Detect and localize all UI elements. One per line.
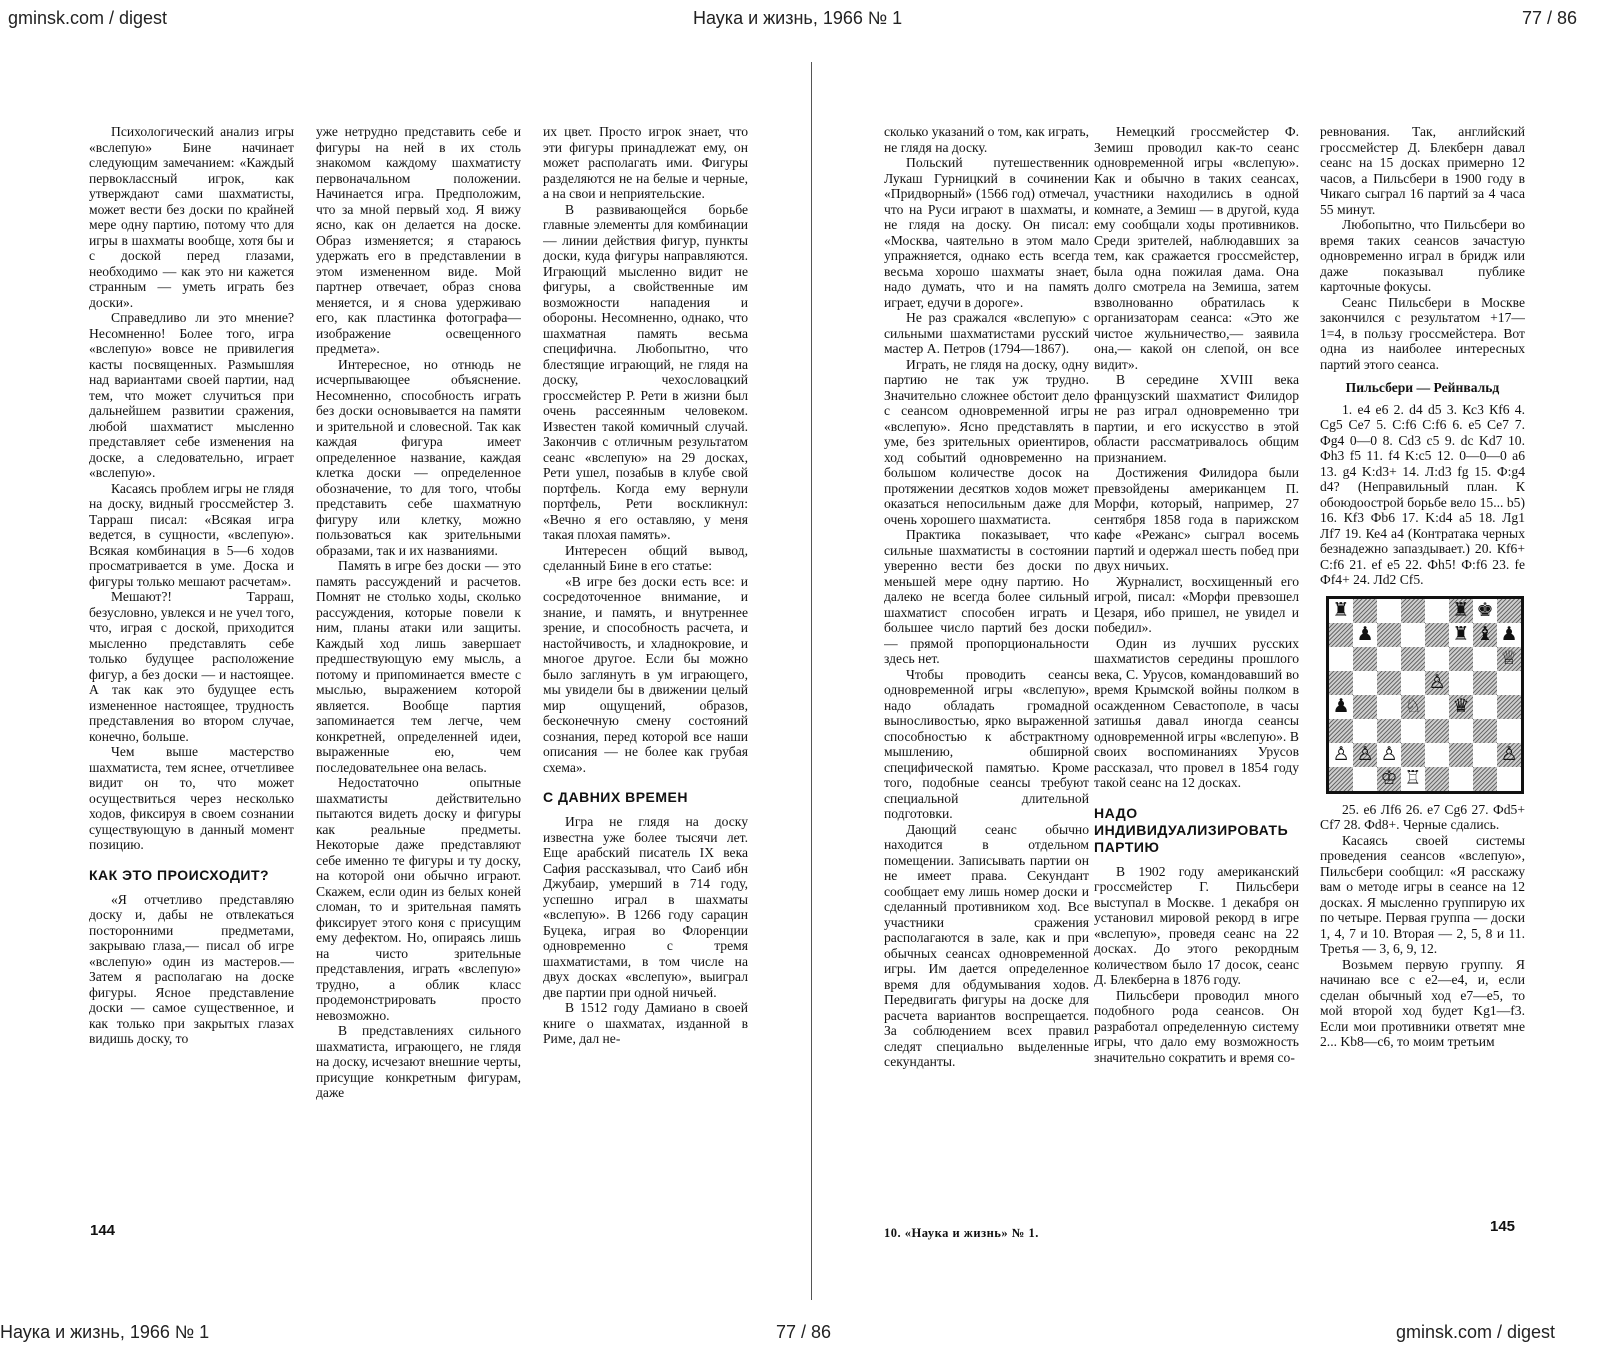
board-square	[1473, 743, 1497, 767]
page-spread-divider	[811, 62, 812, 1300]
board-square	[1401, 695, 1425, 719]
paragraph: Касаясь своей системы проведения сеансов «вслепую», Пильсбери сообщил: «Я расскажу вам о методе игры в сеансе на 12 досках. Я мысленно группирую их по четыре. Первая группа — доски 1, 4, 7 и 10. Вторая — 2, 5, 8 и 11. Третья — 3, 6, 9, 12.	[1320, 832, 1525, 956]
board-square	[1449, 767, 1473, 791]
paragraph: Чтобы проводить сеансы одновременной игры «вслепую», надо обладать громадной выносливостью, ярко выраженной способностью к абстрактному мышлению, обширной специфической памятью. Кроме того, подобные сеансы требуют специальной длительной подготовки.	[884, 666, 1089, 821]
board-square	[1449, 623, 1473, 647]
chess-piece-icon: ♟	[1332, 695, 1350, 717]
board-square	[1473, 767, 1497, 791]
left-page-column-3	[543, 124, 748, 1242]
paragraph: В 1902 году американский гроссмейстер Г. Пильсбери выступал в Москве. 1 декабря он установил мировой рекорд в игре «вслепую», проведя сеанс на 22 досках. До этого рекордным количеством было 17 досок, сеанс Д. Блекберна в 1876 году.	[1094, 863, 1299, 987]
game-moves: 1. е4 е6 2. d4 d5 3. Кс3 Кf6 4. Cg5 Ce7 5. C:f6 C:f6 6. e5 Ce7 7. Фg4 0—0 8. Cd3 c5 9. dc Kd7 10. Фh3 f5 11. f4 K:c5 12. 0—0—0 a6 13. g4 K:d3+ 14. Л:d3 fg 15. Ф:g4 d4? (Неправильный план. К обоюдоострой борьбе вело 15... b5) 16. Кf3 Фb6 17. K:d4 a5 18. Лg1 Лf7 19. Ке4 а4 (Контратака черных безнадежно запаздывает.) 20. Кf6+ С:f6 21. ef e5 22. Фh5! Ф:f6 23. fe Фf4+ 24. Лd2 Cf5.	[1320, 401, 1525, 587]
section-heading: КАК ЭТО ПРОИСХОДИТ?	[89, 866, 270, 883]
chess-piece-icon: ♖	[1404, 767, 1422, 789]
chess-piece-icon: ♜	[1452, 599, 1470, 621]
chess-piece-icon: ♘	[1404, 695, 1422, 717]
board-square	[1449, 671, 1473, 695]
paragraph: Интересное, но отнюдь не исчерпывающее объяснение. Несомненно, способность играть без доски основывается на памяти и зрительной и словесной. Так как каждая фигура имеет определенное название, каждая клетка доски — определенное обозначение, то для того, чтобы представить себе шахматную фигуру или клетку, можно пользоваться как зрительными образами, так и их названиями.	[316, 356, 521, 558]
paragraph: Игра не глядя на доску известна уже более тысячи лет. Еще арабский писатель IX века Сафия рассказывал, что Саиб ибн Джубаир, умерший в 714 году, успешно играл в шахматы «вслепую». В 1266 году сарацин Буцека, играя во Флоренции одновременно с тремя шахматистами, в том числе на двух досках «вслепую», выиграл две партии при одной ничьей.	[543, 814, 748, 1000]
board-square	[1425, 695, 1449, 719]
board-square	[1377, 623, 1401, 647]
page-number-right: 145	[1490, 1218, 1516, 1235]
footer-title: Наука и жизнь, 1966 № 1	[0, 1322, 210, 1342]
paragraph: Интересен общий вывод, сделанный Бине в его статье:	[543, 542, 748, 573]
paragraph: Память в игре без доски — это память рассуждений и расчетов. Помнят не столько ходы, сколько рассуждения, которые повели к ним, планы атаки или защиты. Каждый ход лишь завершает предшествующую ему мысль, а потому и припоминается вместе с мыслью, выражением которой является. Вообще партия запоминается тем легче, чем конкретней, определенней идеи, выраженные ею, чем последовательнее она велась.	[316, 558, 521, 775]
right-page-column-1	[884, 124, 1089, 1202]
board-square	[1377, 671, 1401, 695]
board-square	[1425, 647, 1449, 671]
board-square	[1425, 719, 1449, 743]
board-square	[1329, 767, 1353, 791]
board-square	[1353, 767, 1377, 791]
game-moves: 25. e6 Лf6 26. e7 Cg6 27. Фd5+ Cf7 28. Фd8+. Черные сдались.	[1320, 801, 1525, 832]
chess-piece-icon: ♚	[1476, 599, 1494, 621]
paragraph: Практика показывает, что сильные шахматисты в состоянии уверенно вести без доски по меньшей мере одну партию. Но далеко не всегда более сильный шахматист способен играть и большее число партий без доски — прямой пропорциональности здесь нет.	[884, 527, 1089, 666]
board-square	[1401, 623, 1425, 647]
board-square	[1329, 623, 1353, 647]
board-square	[1401, 719, 1425, 743]
chess-piece-icon: ♙	[1356, 743, 1374, 765]
board-square	[1377, 647, 1401, 671]
board-square	[1425, 623, 1449, 647]
board-square	[1353, 743, 1377, 767]
chess-piece-icon: ♟	[1500, 623, 1518, 645]
board-square	[1449, 599, 1473, 623]
board-square	[1497, 767, 1521, 791]
board-square	[1497, 623, 1521, 647]
paragraph: В 1512 году Дамиано в своей книге о шахматах, изданной в Риме, дал не-	[543, 1000, 748, 1046]
chess-piece-icon: ♔	[1380, 767, 1398, 789]
paragraph: ревнования. Так, английский гроссмейстер Д. Блекберн давал сеанс на 15 досках примерно 12 часов, а Пильсбери в 1900 году в Чикаго сыграл 16 партий за 4 часа 55 минут.	[1320, 124, 1525, 217]
paragraph: Возьмем первую группу. Я начинаю все с e2—e4, и, если сделан обычный ход e7—e5, то мой второй ход будет Kg1—f3. Если мои противники ответят мне 2... Kb8—c6, то моим третьим	[1320, 956, 1525, 1049]
chess-piece-icon: ♙	[1500, 743, 1518, 765]
board-square	[1401, 743, 1425, 767]
board-square	[1353, 671, 1377, 695]
board-square	[1497, 671, 1521, 695]
paragraph: Журналист, восхищенный его игрой, писал: «Морфи превзошел Цезаря, ибо пришел, не увидел и победил».	[1094, 573, 1299, 635]
paragraph: их цвет. Просто игрок знает, что эти фигуры принадлежат ему, он может располагать ими. Фигуры разделяются не на белые и черные, а на свои и неприятельские.	[543, 124, 748, 201]
board-square	[1473, 599, 1497, 623]
chess-piece-icon: ♙	[1428, 671, 1446, 693]
board-square	[1377, 743, 1401, 767]
chess-piece-icon: ♜	[1332, 599, 1350, 621]
chess-piece-icon: ♙	[1380, 743, 1398, 765]
paragraph: «Я отчетливо представляю доску и, дабы не отвлекаться посторонними предметами, закрываю глаза,— писал об игре «вслепую» один из мастеров.— Затем я располагаю на доске фигуры. Ясное представление доски — самое существенное, и как только при закрытых глазах видишь доску, то	[89, 891, 294, 1046]
paragraph: Играть, не глядя на доску, одну партию не так уж трудно. Значительно сложнее обстоит дело с сеансом одновременной игры «вслепую». Ясно представлять в уме, без зрительных ориентиров, ход событий одновременно на большом количестве досок на протяжении десятков ходов может оказаться непосильным даже для очень хорошего шахматиста.	[884, 356, 1089, 527]
left-page-column-2	[316, 124, 521, 1242]
board-square	[1473, 695, 1497, 719]
paragraph: Справедливо ли это мнение? Несомненно! Более того, игра «вслепую» вовсе не привилегия касты посвященных. Размышляя над вариантами своей партии, над тем, что может случиться при дальнейшем развитии сражения, любой шахматист мысленно представляет себе изменения на доске, а следовательно, играет «вслепую».	[89, 310, 294, 480]
board-square	[1401, 599, 1425, 623]
board-square	[1401, 647, 1425, 671]
paragraph: В развивающейся борьбе главные элементы для комбинации — линии действия фигур, пункты доски, куда фигуры направляются. Играющий мысленно видит не фигуры, а свойственные им возможности нападения и обороны. Несомненно, однако, что шахматная память весьма специфична. Любопытно, что блестящие играющий, не глядя на доску, чехословацкий гроссмейстер Р. Рети в жизни был очень рассеянным человеком. Известен такой комичный случай. Закончив с отличным результатом сеанс «вслепую» на 29 досках, Рети ушел, позабыв в клубе свой портфель. Когда ему вернули портфель, Рети воскликнул: «Вечно я его оставляю, у меня такая плохая память».	[543, 201, 748, 542]
board-square	[1353, 719, 1377, 743]
chess-piece-icon: ♝	[1476, 623, 1494, 645]
board-square	[1473, 647, 1497, 671]
footer-source[interactable]: gminsk.com / digest	[1396, 1322, 1556, 1342]
board-square	[1401, 767, 1425, 791]
header-page-counter: 77 / 86	[1522, 8, 1578, 28]
board-square	[1329, 671, 1353, 695]
board-square	[1329, 719, 1353, 743]
chess-piece-icon: ♛	[1452, 695, 1470, 717]
right-page-column-2	[1094, 124, 1299, 1202]
board-square	[1329, 743, 1353, 767]
board-square	[1377, 719, 1401, 743]
board-square	[1401, 671, 1425, 695]
footnote-issue: 10. «Наука и жизнь» № 1.	[884, 1226, 1039, 1240]
board-square	[1497, 599, 1521, 623]
board-square	[1353, 599, 1377, 623]
board-square	[1449, 743, 1473, 767]
board-square	[1425, 767, 1449, 791]
right-page-column-3	[1320, 124, 1525, 1202]
footer-page-counter: 77 / 86	[776, 1322, 832, 1342]
page-number-left: 144	[90, 1222, 116, 1239]
paragraph: В представлениях сильного шахматиста, играющего, не глядя на доску, исчезают внешние черты, присущие конкретным фигурам, даже	[316, 1023, 521, 1100]
board-square	[1425, 671, 1449, 695]
board-square	[1425, 599, 1449, 623]
game-title: Пильсбери — Рейнвальд	[1345, 380, 1500, 395]
header-source[interactable]: gminsk.com / digest	[8, 8, 168, 28]
paragraph: Сеанс Пильсбери в Москве закончился с результатом +17—1=4, в пользу гроссмейстера. Вот одна из наиболее интересных партий этого сеанса.	[1320, 294, 1525, 372]
header-title: Наука и жизнь, 1966 № 1	[693, 8, 903, 28]
paragraph: уже нетрудно представить себе и фигуры на ней в их столь знакомом каждому шахматисту первоначальном положении. Начинается игра. Предположим, что за мной первый ход. Я вижу ясно, как он делается на доске. Образ изменяется; я стараюсь удержать его в представлении в этом измененном виде. Мой партнер отвечает, образ снова меняется, и я снова удерживаю его, как пластинка фотографа—изображение освещенного предмета».	[316, 124, 521, 356]
left-page-column-1	[89, 124, 294, 1242]
paragraph: Польский путешественник Лукаш Гурницкий в сочинении «Придворный» (1566 год) отмечал, что на Руси играют в шахматы, и не глядя на доску. Он писал: «Москва, чаятельно в этом мало упражняется, однако есть всегда весьма хорошо шахматы знает, надо думать, что и на память играет, едучи в дороге».	[884, 155, 1089, 310]
board-square	[1449, 647, 1473, 671]
board-square	[1473, 671, 1497, 695]
paragraph: Чем выше мастерство шахматиста, тем яснее, отчетливее видит он то, что может осуществиться через несколько ходов, фиксируя в своем сознании существующую в данный момент позицию.	[89, 744, 294, 852]
board-square	[1377, 767, 1401, 791]
board-square	[1449, 695, 1473, 719]
board-square	[1329, 647, 1353, 671]
board-square	[1497, 647, 1521, 671]
board-square	[1425, 743, 1449, 767]
board-square	[1497, 719, 1521, 743]
chess-piece-icon: ♜	[1452, 623, 1470, 645]
section-heading: НАДО ИНДИВИДУАЛИЗИРОВАТЬ ПАРТИЮ	[1094, 804, 1289, 855]
board-square	[1353, 647, 1377, 671]
board-square	[1377, 599, 1401, 623]
paragraph: Недостаточно опытные шахматисты действительно пытаются видеть доску и фигуры как реальные предметы. Некоторые даже представляют себе именно те фигуры и ту доску, на которой они обычно играют. Скажем, если один из белых коней сломан, то и зрительная память фиксирует этого коня с присущим ему дефектом. Но, опираясь лишь на чисто зрительные представления, играть «вслепую» трудно, а облик класс продемонстрировать просто невозможно.	[316, 775, 521, 1023]
paragraph: Любопытно, что Пильсбери во время таких сеансов зачастую одновременно играл в бридж или даже показывал публике карточные фокусы.	[1320, 217, 1525, 294]
board-square	[1377, 695, 1401, 719]
paragraph: Пильсбери проводил много подобного рода сеансов. Он разработал определенную систему игры, что дало ему возможность значительно сократить и время со-	[1094, 987, 1299, 1065]
board-square	[1353, 695, 1377, 719]
paragraph: сколько указаний о том, как играть, не глядя на доску.	[884, 124, 1089, 155]
chess-piece-icon: ♕	[1500, 647, 1518, 669]
board-square	[1497, 695, 1521, 719]
paragraph: Не раз сражался «вслепую» с сильными шахматистами русский мастер А. Петров (1794—1867).	[884, 310, 1089, 356]
chess-piece-icon: ♙	[1332, 743, 1350, 765]
chess-diagram	[1326, 596, 1524, 794]
paragraph: Один из лучших русских шахматистов середины прошлого века, С. Урусов, командовавший во время Крымской войны полком в осажденном Севастополе, в часы затишья давал иногда сеансы одновременной игры «вслепую». В своих воспоминаниях Урусов рассказал, что провел в 1854 году такой сеанс на 12 досках.	[1094, 635, 1299, 790]
paragraph: «В игре без доски есть все: и сосредоточенное внимание, и знание, и память, и внутреннее зрение, и способность расчета, и настойчивость, и хладнокровие, и многое другое. Если бы можно было заглянуть в ум играющего, мы увидели бы в движении целый мир ощущений, образов, бесконечную смену состояний сознания, перед которой все наши описания — не более как грубая схема».	[543, 573, 748, 775]
board-square	[1329, 599, 1353, 623]
paragraph: В середине XVIII века французский шахматист Филидор не раз играл одновременно три партии, и его искусство в этой области рассматривалось общим признанием.	[1094, 372, 1299, 465]
paragraph: Мешают?! Тарраш, безусловно, увлекся и не учел того, что, играя с доской, приходится мысленно представлять себе только будущее расположение фигур, а без доски — и настоящее. А так как это будущее есть измененное настоящее, трудность представления во втором случае, конечно, больше.	[89, 589, 294, 744]
paragraph: Достижения Филидора были превзойдены американцем П. Морфи, который, например, 27 сентября 1858 года в парижском кафе «Режанс» сыграл восемь партий и одержал шесть побед при двух ничьих.	[1094, 465, 1299, 573]
board-square	[1473, 719, 1497, 743]
paragraph: Касаясь проблем игры не глядя на доску, видный гроссмейстер З. Тарраш писал: «Всякая игра ведется, в сущности, «вслепую». Всякая комбинация в 5—6 ходов просматривается в уме. Доска и фигуры только мешают расчетам».	[89, 480, 294, 589]
board-square	[1449, 719, 1473, 743]
paragraph: Дающий сеанс обычно находится в отдельном помещении. Записывать партии он не имеет права. Секундант сообщает ему лишь номер доски и сделанный противником ход. Все участники сражения располагаются в зале, как и при обычных сеансах одновременной игры. Им дается определенное время для обдумывания ходов. Передвигать фигуры на доске для расчета вариантов воспрещается. За соблюдением всех правил следят специально выделенные секунданты.	[884, 821, 1089, 1069]
paragraph: Психологический анализ игры «вслепую» Бине начинает следующим замечанием: «Каждый первоклассный игрок, как утверждают сами шахматисты, может вести без доски по крайней мере одну партию, потому что для игры в шахматы вообще, хотя бы и с доской перед глазами, необходимо — как это ни кажется странным — уметь играть без доски».	[89, 124, 294, 310]
chess-piece-icon: ♟	[1356, 623, 1374, 645]
board-square	[1473, 623, 1497, 647]
board-square	[1497, 743, 1521, 767]
section-heading: С ДАВНИХ ВРЕМЕН	[543, 789, 688, 805]
paragraph: Немецкий гроссмейстер Ф. Земиш проводил как-то сеанс одновременной игры «вслепую». Как и обычно в таких сеансах, участники находились в одной комнате, а Земиш — в другой, куда ему сообщали ходы противников. Среди зрителей, наблюдавших за тем, как сражается гроссмейстер, была одна пожилая дама. Она долго смотрела на Земиша, затем взволнованно обратилась к организаторам сеанса: «Это же чистое жульничество,— заявила она,— какой он слепой, он все видит».	[1094, 124, 1299, 372]
board-square	[1353, 623, 1377, 647]
board-square	[1329, 695, 1353, 719]
